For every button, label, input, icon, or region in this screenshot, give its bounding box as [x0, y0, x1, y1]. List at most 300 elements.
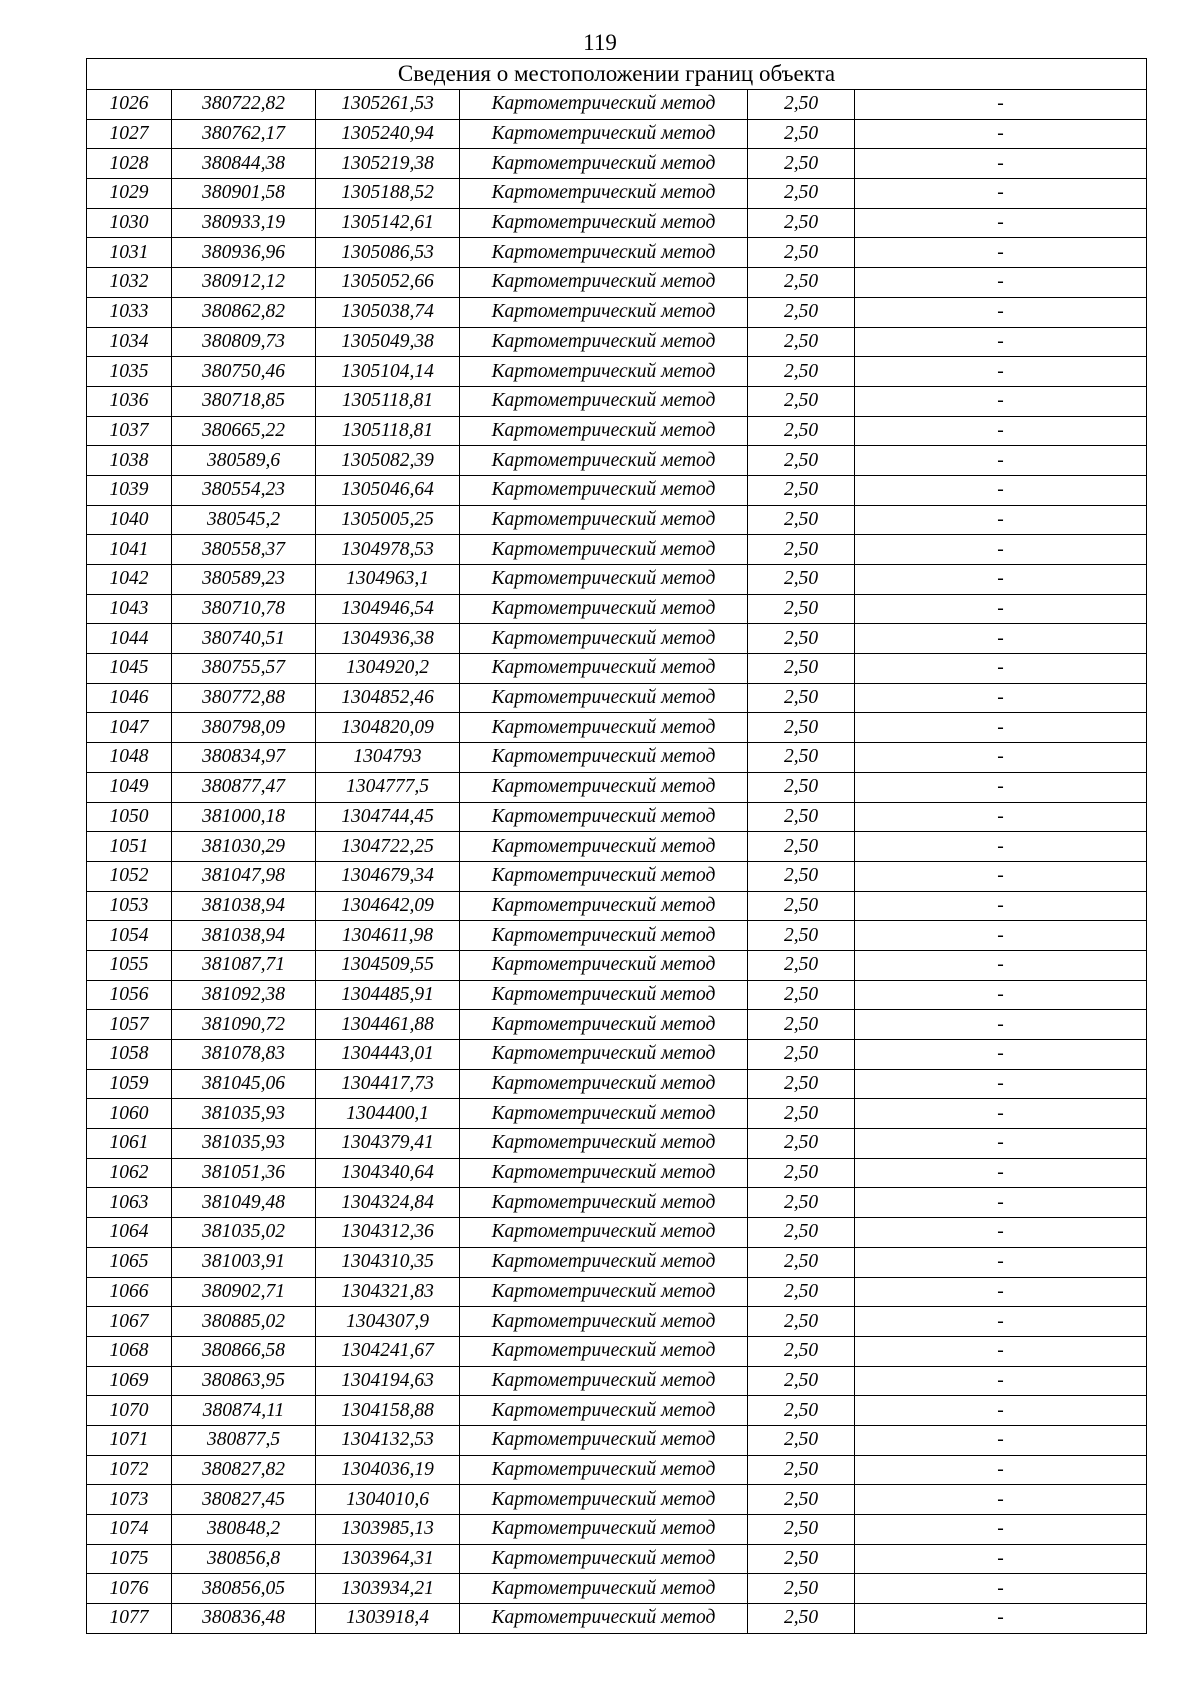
- x-coordinate-cell: 380722,82: [172, 90, 316, 120]
- y-coordinate-cell: 1305086,53: [316, 238, 460, 268]
- description-cell: -: [855, 149, 1147, 179]
- point-number-cell: 1055: [87, 950, 172, 980]
- table-row: [87, 624, 1147, 654]
- description-cell: -: [855, 1544, 1147, 1574]
- accuracy-cell: 2,50: [748, 268, 855, 298]
- point-number-cell: 1033: [87, 297, 172, 327]
- y-coordinate-cell: 1304793: [316, 743, 460, 773]
- x-coordinate-cell: 381038,94: [172, 891, 316, 921]
- method-cell: Картометрический метод: [460, 743, 748, 773]
- point-number-cell: 1031: [87, 238, 172, 268]
- accuracy-cell: 2,50: [748, 565, 855, 595]
- table-row: [87, 654, 1147, 684]
- method-cell: Картометрический метод: [460, 446, 748, 476]
- accuracy-cell: 2,50: [748, 149, 855, 179]
- accuracy-cell: 2,50: [748, 1129, 855, 1159]
- x-coordinate-cell: 380902,71: [172, 1277, 316, 1307]
- point-number-cell: 1028: [87, 149, 172, 179]
- y-coordinate-cell: 1305188,52: [316, 179, 460, 209]
- point-number-cell: 1047: [87, 713, 172, 743]
- accuracy-cell: 2,50: [748, 1158, 855, 1188]
- method-cell: Картометрический метод: [460, 1396, 748, 1426]
- y-coordinate-cell: 1305219,38: [316, 149, 460, 179]
- table-row: [87, 446, 1147, 476]
- y-coordinate-cell: 1304340,64: [316, 1158, 460, 1188]
- y-coordinate-cell: 1304777,5: [316, 772, 460, 802]
- method-cell: Картометрический метод: [460, 1069, 748, 1099]
- x-coordinate-cell: 380877,5: [172, 1425, 316, 1455]
- x-coordinate-cell: 380933,19: [172, 208, 316, 238]
- table-row: [87, 1366, 1147, 1396]
- x-coordinate-cell: 380589,23: [172, 565, 316, 595]
- point-number-cell: 1053: [87, 891, 172, 921]
- accuracy-cell: 2,50: [748, 327, 855, 357]
- table-row: [87, 802, 1147, 832]
- accuracy-cell: 2,50: [748, 891, 855, 921]
- point-number-cell: 1026: [87, 90, 172, 120]
- x-coordinate-cell: 380848,2: [172, 1515, 316, 1545]
- accuracy-cell: 2,50: [748, 1396, 855, 1426]
- x-coordinate-cell: 381000,18: [172, 802, 316, 832]
- x-coordinate-cell: 381045,06: [172, 1069, 316, 1099]
- accuracy-cell: 2,50: [748, 921, 855, 951]
- x-coordinate-cell: 381078,83: [172, 1040, 316, 1070]
- description-cell: -: [855, 1574, 1147, 1604]
- accuracy-cell: 2,50: [748, 1336, 855, 1366]
- method-cell: Картометрический метод: [460, 832, 748, 862]
- y-coordinate-cell: 1304920,2: [316, 654, 460, 684]
- method-cell: Картометрический метод: [460, 1544, 748, 1574]
- description-cell: -: [855, 1425, 1147, 1455]
- x-coordinate-cell: 380545,2: [172, 505, 316, 535]
- table-row: [87, 119, 1147, 149]
- description-cell: -: [855, 475, 1147, 505]
- description-cell: -: [855, 1307, 1147, 1337]
- table-row: [87, 268, 1147, 298]
- x-coordinate-cell: 380718,85: [172, 386, 316, 416]
- description-cell: -: [855, 743, 1147, 773]
- point-number-cell: 1039: [87, 475, 172, 505]
- point-number-cell: 1072: [87, 1455, 172, 1485]
- method-cell: Картометрический метод: [460, 861, 748, 891]
- point-number-cell: 1056: [87, 980, 172, 1010]
- table-row: [87, 535, 1147, 565]
- x-coordinate-cell: 380862,82: [172, 297, 316, 327]
- table-row: [87, 179, 1147, 209]
- method-cell: Картометрический метод: [460, 297, 748, 327]
- table-row: [87, 1040, 1147, 1070]
- point-number-cell: 1052: [87, 861, 172, 891]
- method-cell: Картометрический метод: [460, 90, 748, 120]
- point-number-cell: 1051: [87, 832, 172, 862]
- x-coordinate-cell: 380856,8: [172, 1544, 316, 1574]
- point-number-cell: 1037: [87, 416, 172, 446]
- accuracy-cell: 2,50: [748, 1455, 855, 1485]
- y-coordinate-cell: 1305049,38: [316, 327, 460, 357]
- table-row: [87, 1485, 1147, 1515]
- method-cell: Картометрический метод: [460, 594, 748, 624]
- accuracy-cell: 2,50: [748, 1515, 855, 1545]
- y-coordinate-cell: 1304509,55: [316, 950, 460, 980]
- table-row: [87, 297, 1147, 327]
- table-row: [87, 1129, 1147, 1159]
- x-coordinate-cell: 380558,37: [172, 535, 316, 565]
- table-row: [87, 1277, 1147, 1307]
- x-coordinate-cell: 380589,6: [172, 446, 316, 476]
- table-row: [87, 327, 1147, 357]
- table-row: [87, 1099, 1147, 1129]
- y-coordinate-cell: 1303934,21: [316, 1574, 460, 1604]
- description-cell: -: [855, 1188, 1147, 1218]
- point-number-cell: 1044: [87, 624, 172, 654]
- y-coordinate-cell: 1304400,1: [316, 1099, 460, 1129]
- method-cell: Картометрический метод: [460, 1425, 748, 1455]
- x-coordinate-cell: 380856,05: [172, 1574, 316, 1604]
- y-coordinate-cell: 1304978,53: [316, 535, 460, 565]
- y-coordinate-cell: 1304417,73: [316, 1069, 460, 1099]
- description-cell: -: [855, 1604, 1147, 1634]
- y-coordinate-cell: 1303918,4: [316, 1604, 460, 1634]
- table-row: [87, 1604, 1147, 1634]
- accuracy-cell: 2,50: [748, 1366, 855, 1396]
- y-coordinate-cell: 1304321,83: [316, 1277, 460, 1307]
- x-coordinate-cell: 380936,96: [172, 238, 316, 268]
- point-number-cell: 1070: [87, 1396, 172, 1426]
- table-row: [87, 1396, 1147, 1426]
- x-coordinate-cell: 380834,97: [172, 743, 316, 773]
- accuracy-cell: 2,50: [748, 1069, 855, 1099]
- point-number-cell: 1030: [87, 208, 172, 238]
- point-number-cell: 1054: [87, 921, 172, 951]
- accuracy-cell: 2,50: [748, 179, 855, 209]
- description-cell: -: [855, 416, 1147, 446]
- y-coordinate-cell: 1304310,35: [316, 1247, 460, 1277]
- y-coordinate-cell: 1304010,6: [316, 1485, 460, 1515]
- point-number-cell: 1045: [87, 654, 172, 684]
- y-coordinate-cell: 1304307,9: [316, 1307, 460, 1337]
- description-cell: -: [855, 1366, 1147, 1396]
- method-cell: Картометрический метод: [460, 950, 748, 980]
- x-coordinate-cell: 380885,02: [172, 1307, 316, 1337]
- accuracy-cell: 2,50: [748, 1307, 855, 1337]
- y-coordinate-cell: 1304324,84: [316, 1188, 460, 1218]
- accuracy-cell: 2,50: [748, 802, 855, 832]
- method-cell: Картометрический метод: [460, 1099, 748, 1129]
- table-row: [87, 950, 1147, 980]
- accuracy-cell: 2,50: [748, 743, 855, 773]
- accuracy-cell: 2,50: [748, 416, 855, 446]
- method-cell: Картометрический метод: [460, 1366, 748, 1396]
- accuracy-cell: 2,50: [748, 594, 855, 624]
- accuracy-cell: 2,50: [748, 1574, 855, 1604]
- method-cell: Картометрический метод: [460, 921, 748, 951]
- point-number-cell: 1066: [87, 1277, 172, 1307]
- description-cell: -: [855, 1247, 1147, 1277]
- y-coordinate-cell: 1304194,63: [316, 1366, 460, 1396]
- point-number-cell: 1027: [87, 119, 172, 149]
- x-coordinate-cell: 380836,48: [172, 1604, 316, 1634]
- y-coordinate-cell: 1304485,91: [316, 980, 460, 1010]
- accuracy-cell: 2,50: [748, 1188, 855, 1218]
- x-coordinate-cell: 380798,09: [172, 713, 316, 743]
- description-cell: -: [855, 772, 1147, 802]
- method-cell: Картометрический метод: [460, 505, 748, 535]
- description-cell: -: [855, 565, 1147, 595]
- x-coordinate-cell: 381047,98: [172, 861, 316, 891]
- table-body: [87, 90, 1147, 1634]
- page-number: 119: [583, 30, 617, 55]
- x-coordinate-cell: 380901,58: [172, 179, 316, 209]
- accuracy-cell: 2,50: [748, 505, 855, 535]
- accuracy-cell: 2,50: [748, 386, 855, 416]
- method-cell: Картометрический метод: [460, 1158, 748, 1188]
- description-cell: -: [855, 950, 1147, 980]
- table-row: [87, 1069, 1147, 1099]
- method-cell: Картометрический метод: [460, 1574, 748, 1604]
- point-number-cell: 1041: [87, 535, 172, 565]
- description-cell: -: [855, 832, 1147, 862]
- method-cell: Картометрический метод: [460, 535, 748, 565]
- boundary-coordinates-table: [86, 58, 1147, 1634]
- y-coordinate-cell: 1304642,09: [316, 891, 460, 921]
- x-coordinate-cell: 380710,78: [172, 594, 316, 624]
- method-cell: Картометрический метод: [460, 357, 748, 387]
- point-number-cell: 1067: [87, 1307, 172, 1337]
- method-cell: Картометрический метод: [460, 1336, 748, 1366]
- point-number-cell: 1032: [87, 268, 172, 298]
- accuracy-cell: 2,50: [748, 1277, 855, 1307]
- table-row: [87, 713, 1147, 743]
- description-cell: -: [855, 683, 1147, 713]
- table-row: [87, 980, 1147, 1010]
- table-row: [87, 1158, 1147, 1188]
- x-coordinate-cell: 380866,58: [172, 1336, 316, 1366]
- x-coordinate-cell: 380877,47: [172, 772, 316, 802]
- y-coordinate-cell: 1305240,94: [316, 119, 460, 149]
- description-cell: -: [855, 802, 1147, 832]
- accuracy-cell: 2,50: [748, 119, 855, 149]
- y-coordinate-cell: 1304963,1: [316, 565, 460, 595]
- accuracy-cell: 2,50: [748, 1425, 855, 1455]
- description-cell: -: [855, 891, 1147, 921]
- x-coordinate-cell: 381035,93: [172, 1099, 316, 1129]
- point-number-cell: 1043: [87, 594, 172, 624]
- point-number-cell: 1059: [87, 1069, 172, 1099]
- method-cell: Картометрический метод: [460, 772, 748, 802]
- description-cell: -: [855, 119, 1147, 149]
- method-cell: Картометрический метод: [460, 238, 748, 268]
- accuracy-cell: 2,50: [748, 208, 855, 238]
- accuracy-cell: 2,50: [748, 90, 855, 120]
- method-cell: Картометрический метод: [460, 119, 748, 149]
- accuracy-cell: 2,50: [748, 535, 855, 565]
- method-cell: Картометрический метод: [460, 386, 748, 416]
- table-title-row: [87, 59, 1147, 90]
- y-coordinate-cell: 1304312,36: [316, 1218, 460, 1248]
- x-coordinate-cell: 380554,23: [172, 475, 316, 505]
- method-cell: Картометрический метод: [460, 891, 748, 921]
- method-cell: Картометрический метод: [460, 268, 748, 298]
- y-coordinate-cell: 1305052,66: [316, 268, 460, 298]
- description-cell: -: [855, 268, 1147, 298]
- x-coordinate-cell: 380827,45: [172, 1485, 316, 1515]
- description-cell: -: [855, 1336, 1147, 1366]
- table-row: [87, 475, 1147, 505]
- accuracy-cell: 2,50: [748, 713, 855, 743]
- table-row: [87, 208, 1147, 238]
- table-row: [87, 1515, 1147, 1545]
- point-number-cell: 1060: [87, 1099, 172, 1129]
- point-number-cell: 1074: [87, 1515, 172, 1545]
- method-cell: Картометрический метод: [460, 565, 748, 595]
- table-row: [87, 1218, 1147, 1248]
- y-coordinate-cell: 1305261,53: [316, 90, 460, 120]
- table-row: [87, 772, 1147, 802]
- method-cell: Картометрический метод: [460, 683, 748, 713]
- description-cell: -: [855, 327, 1147, 357]
- x-coordinate-cell: 381035,93: [172, 1129, 316, 1159]
- description-cell: -: [855, 1277, 1147, 1307]
- accuracy-cell: 2,50: [748, 950, 855, 980]
- method-cell: Картометрический метод: [460, 1218, 748, 1248]
- description-cell: -: [855, 1515, 1147, 1545]
- point-number-cell: 1035: [87, 357, 172, 387]
- y-coordinate-cell: 1305104,14: [316, 357, 460, 387]
- point-number-cell: 1038: [87, 446, 172, 476]
- accuracy-cell: 2,50: [748, 1040, 855, 1070]
- description-cell: -: [855, 535, 1147, 565]
- accuracy-cell: 2,50: [748, 1010, 855, 1040]
- method-cell: Картометрический метод: [460, 149, 748, 179]
- description-cell: -: [855, 713, 1147, 743]
- y-coordinate-cell: 1304679,34: [316, 861, 460, 891]
- method-cell: Картометрический метод: [460, 1010, 748, 1040]
- description-cell: -: [855, 594, 1147, 624]
- x-coordinate-cell: 381035,02: [172, 1218, 316, 1248]
- table-row: [87, 1247, 1147, 1277]
- point-number-cell: 1046: [87, 683, 172, 713]
- x-coordinate-cell: 381092,38: [172, 980, 316, 1010]
- y-coordinate-cell: 1304379,41: [316, 1129, 460, 1159]
- description-cell: -: [855, 179, 1147, 209]
- table-row: [87, 149, 1147, 179]
- point-number-cell: 1029: [87, 179, 172, 209]
- x-coordinate-cell: 380827,82: [172, 1455, 316, 1485]
- accuracy-cell: 2,50: [748, 1099, 855, 1129]
- y-coordinate-cell: 1304158,88: [316, 1396, 460, 1426]
- table-row: [87, 1188, 1147, 1218]
- description-cell: -: [855, 1069, 1147, 1099]
- description-cell: -: [855, 1485, 1147, 1515]
- y-coordinate-cell: 1303964,31: [316, 1544, 460, 1574]
- accuracy-cell: 2,50: [748, 861, 855, 891]
- method-cell: Картометрический метод: [460, 654, 748, 684]
- accuracy-cell: 2,50: [748, 1485, 855, 1515]
- x-coordinate-cell: 381051,36: [172, 1158, 316, 1188]
- table-row: [87, 1544, 1147, 1574]
- point-number-cell: 1036: [87, 386, 172, 416]
- point-number-cell: 1069: [87, 1366, 172, 1396]
- method-cell: Картометрический метод: [460, 713, 748, 743]
- x-coordinate-cell: 381090,72: [172, 1010, 316, 1040]
- x-coordinate-cell: 380809,73: [172, 327, 316, 357]
- point-number-cell: 1064: [87, 1218, 172, 1248]
- x-coordinate-cell: 380844,38: [172, 149, 316, 179]
- description-cell: -: [855, 1218, 1147, 1248]
- point-number-cell: 1071: [87, 1425, 172, 1455]
- method-cell: Картометрический метод: [460, 416, 748, 446]
- x-coordinate-cell: 380772,88: [172, 683, 316, 713]
- table-row: [87, 238, 1147, 268]
- table-row: [87, 1574, 1147, 1604]
- description-cell: -: [855, 446, 1147, 476]
- y-coordinate-cell: 1305082,39: [316, 446, 460, 476]
- y-coordinate-cell: 1304443,01: [316, 1040, 460, 1070]
- description-cell: -: [855, 1158, 1147, 1188]
- table-row: [87, 90, 1147, 120]
- y-coordinate-cell: 1304611,98: [316, 921, 460, 951]
- table-row: [87, 505, 1147, 535]
- y-coordinate-cell: 1305038,74: [316, 297, 460, 327]
- point-number-cell: 1076: [87, 1574, 172, 1604]
- accuracy-cell: 2,50: [748, 357, 855, 387]
- point-number-cell: 1062: [87, 1158, 172, 1188]
- y-coordinate-cell: 1304722,25: [316, 832, 460, 862]
- point-number-cell: 1063: [87, 1188, 172, 1218]
- accuracy-cell: 2,50: [748, 980, 855, 1010]
- method-cell: Картометрический метод: [460, 1247, 748, 1277]
- method-cell: Картометрический метод: [460, 1277, 748, 1307]
- method-cell: Картометрический метод: [460, 980, 748, 1010]
- point-number-cell: 1034: [87, 327, 172, 357]
- x-coordinate-cell: 381030,29: [172, 832, 316, 862]
- table-row: [87, 1455, 1147, 1485]
- accuracy-cell: 2,50: [748, 624, 855, 654]
- accuracy-cell: 2,50: [748, 1604, 855, 1634]
- table-row: [87, 357, 1147, 387]
- accuracy-cell: 2,50: [748, 1218, 855, 1248]
- table-row: [87, 594, 1147, 624]
- point-number-cell: 1050: [87, 802, 172, 832]
- description-cell: -: [855, 861, 1147, 891]
- point-number-cell: 1061: [87, 1129, 172, 1159]
- accuracy-cell: 2,50: [748, 1544, 855, 1574]
- x-coordinate-cell: 380863,95: [172, 1366, 316, 1396]
- y-coordinate-cell: 1304946,54: [316, 594, 460, 624]
- table-row: [87, 683, 1147, 713]
- accuracy-cell: 2,50: [748, 1247, 855, 1277]
- description-cell: -: [855, 90, 1147, 120]
- method-cell: Картометрический метод: [460, 1455, 748, 1485]
- table-row: [87, 1336, 1147, 1366]
- method-cell: Картометрический метод: [460, 1604, 748, 1634]
- description-cell: -: [855, 1396, 1147, 1426]
- description-cell: -: [855, 1010, 1147, 1040]
- description-cell: -: [855, 624, 1147, 654]
- table-row: [87, 1010, 1147, 1040]
- y-coordinate-cell: 1304461,88: [316, 1010, 460, 1040]
- description-cell: -: [855, 1040, 1147, 1070]
- table-title: Сведения о местоположении границ объекта: [87, 59, 1147, 90]
- table-row: [87, 743, 1147, 773]
- accuracy-cell: 2,50: [748, 832, 855, 862]
- point-number-cell: 1057: [87, 1010, 172, 1040]
- table-row: [87, 416, 1147, 446]
- description-cell: -: [855, 505, 1147, 535]
- x-coordinate-cell: 380762,17: [172, 119, 316, 149]
- y-coordinate-cell: 1305118,81: [316, 416, 460, 446]
- table-row: [87, 832, 1147, 862]
